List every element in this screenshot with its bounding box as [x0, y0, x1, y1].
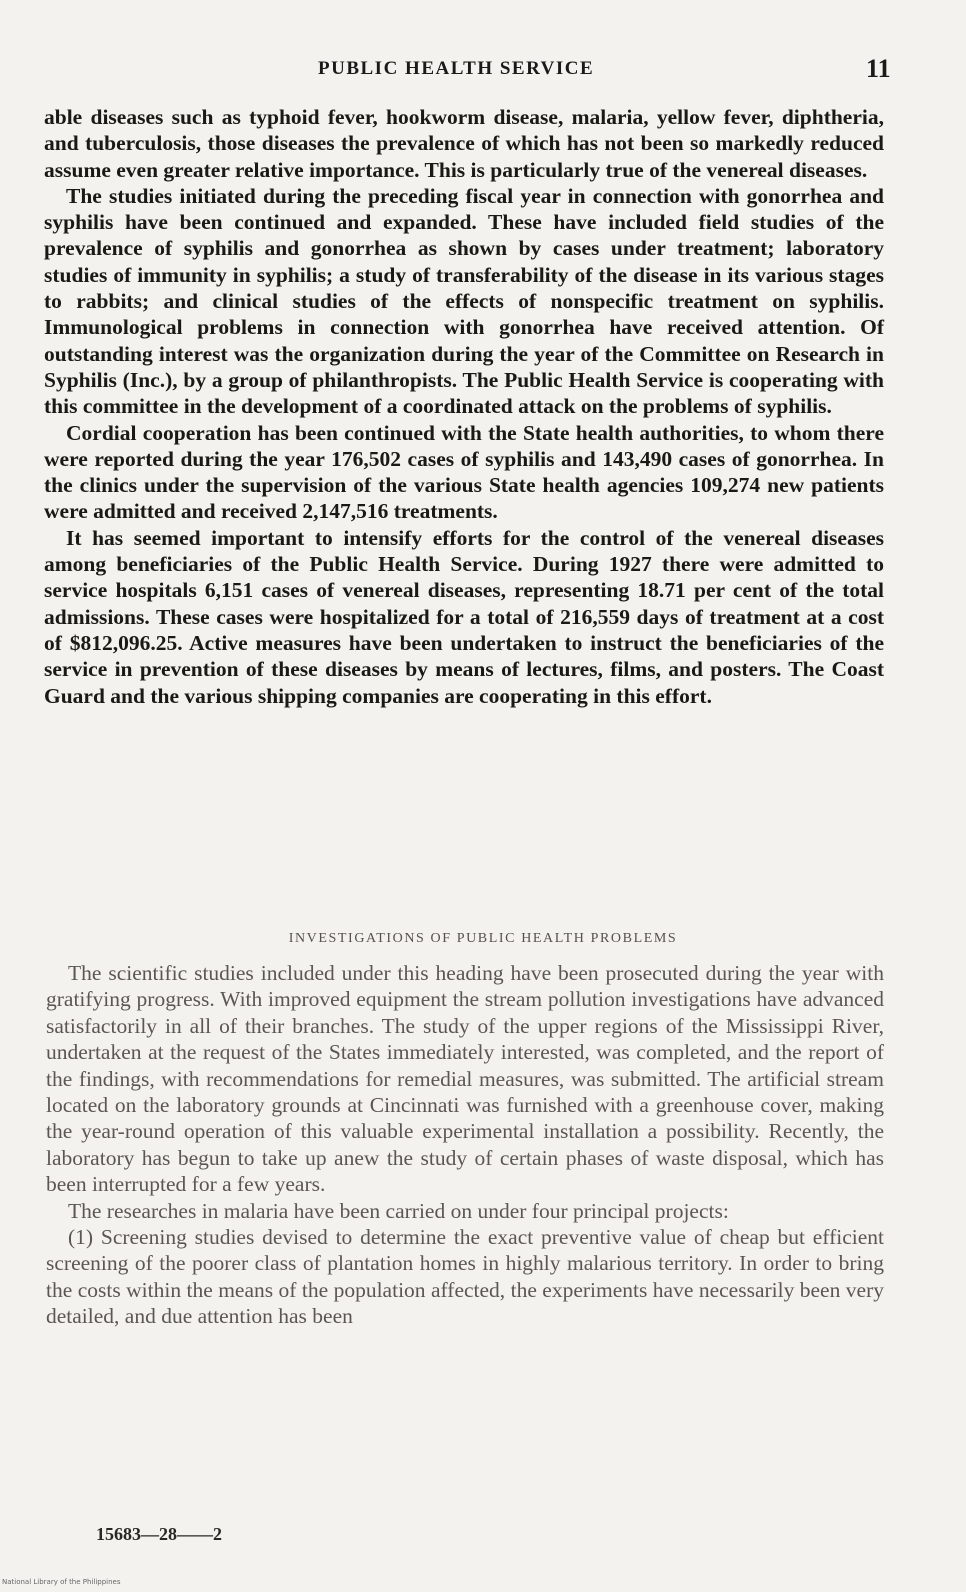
printer-signature-mark: 15683—28——2 [96, 1524, 222, 1544]
paragraph: The scientific studies included under this heading have been prosecuted during the year with gratifying progress. With improved equipment the stream pollution investigations have advanced satisfactorily in all of their branches. The study of the upper regions of the Mississippi River, undertaken at the request of the States immediately interested, was completed, and the report of the findings, with recommendations for remedial measures, was submitted. The artificial stream located on the laboratory grounds at Cincinnati was furnished with a greenhouse cover, making the year-round operation of this valuable experimental installation a possibility. Recently, the laboratory has begun to take up anew the study of certain phases of waste disposal, which has been interrupted for a few years. [46, 961, 884, 1197]
section-heading: INVESTIGATIONS OF PUBLIC HEALTH PROBLEMS [288, 931, 678, 946]
paragraph: Cordial cooperation has been continued with the State health authorities, to whom there were reported during the year 176,502 cases of syphilis and 143,490 cases of gonorrhea. In the clinics under the supervision of the various State health agencies 109,274 new patients were admitted and received 2,147,516 treatments. [44, 420, 884, 524]
paragraph: The researches in malaria have been carried on under four principal projects: [68, 1198, 729, 1223]
running-head [0, 54, 966, 84]
paragraph: able diseases such as typhoid fever, hookworm disease, malaria, yellow fever, diphtheria, and tuberculosis, those diseases the prevalence of which has not been so markedly reduced assume even greater relative importance. This is particularly true of the venereal diseases. [44, 105, 884, 182]
running-title: PUBLIC HEALTH SERVICE [318, 58, 595, 79]
body-text-top [44, 104, 884, 709]
paragraph: It has seemed important to intensify efforts for the control of the venereal diseases among beneficiaries of the Public Health Service. During 1927 there were admitted to service hospitals 6,151 cases of venereal diseases, representing 18.71 per cent of the total admissions. These cases were hospitalized for a total of 216,559 days of treatment at a cost of $812,096.25. Active measures have been undertaken to instruct the beneficiaries of the service in prevention of these diseases by means of lectures, films, and posters. The Coast Guard and the various shipping companies are cooperating in this effort. [44, 525, 884, 708]
scan-credit: National Library of the Philippines [2, 1578, 121, 1586]
paragraph: (1) Screening studies devised to determine the exact preventive value of cheap but efficient screening of the poorer class of plantation homes in highly malarious territory. In order to bring the costs within the means of the population affected, the experiments have necessarily been very detailed, and due attention has been [46, 1225, 884, 1329]
body-text-bottom [46, 960, 884, 1330]
page-number: 11 [866, 54, 891, 83]
paragraph: The studies initiated during the preceding fiscal year in connection with gonorrhea and syphilis have been continued and expanded. These have included field studies of the prevalence of syphilis and gonorrhea as shown by cases under treatment; laboratory studies of immunity in syphilis; a study of transferability of the disease in its various stages to rabbits; and clinical studies of the effects of nonspecific treatment on syphilis. Immunological problems in connection with gonorrhea have received attention. Of outstanding interest was the organization during the year of the Committee on Research in Syphilis (Inc.), by a group of philanthropists. The Public Health Service is cooperating with this committee in the development of a coordinated attack on the problems of syphilis. [44, 183, 884, 419]
